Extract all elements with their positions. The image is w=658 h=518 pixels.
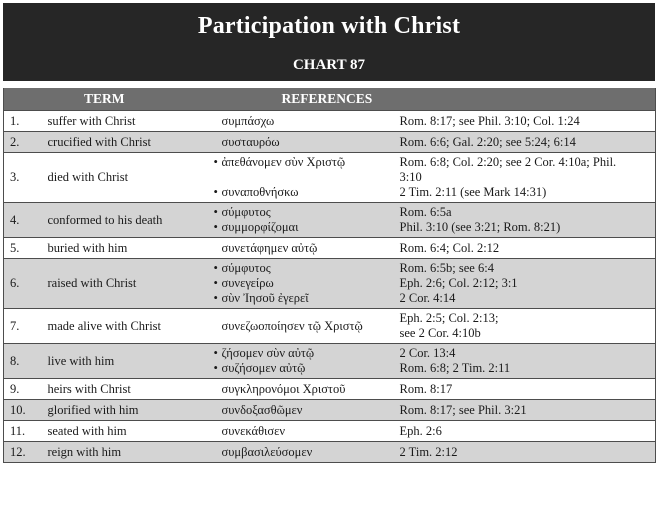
- term-cell: buried with him: [40, 238, 210, 259]
- row-number: 1.: [4, 111, 40, 132]
- table-row: [4, 203, 656, 238]
- greek-term-line: [214, 319, 392, 334]
- references-cell: [396, 344, 656, 379]
- references-cell: [396, 132, 656, 153]
- reference-line: Rom. 6:8; 2 Tim. 2:11: [399, 361, 511, 375]
- greek-term-line: [214, 205, 392, 220]
- row-number: 4.: [4, 203, 40, 238]
- bullet-icon: •: [213, 185, 218, 199]
- term-cell: reign with him: [40, 442, 210, 463]
- references-cell: [396, 259, 656, 309]
- greek-term-cell: [210, 379, 396, 400]
- term-cell: conformed to his death: [40, 203, 210, 238]
- greek-term-cell: [210, 132, 396, 153]
- table-row: [4, 238, 656, 259]
- greek-term-text: συμβασιλεύσομεν: [221, 444, 313, 459]
- references-cell: [396, 442, 656, 463]
- greek-term-line: [214, 361, 392, 376]
- greek-term-cell: [210, 400, 396, 421]
- reference-line: Phil. 3:10 (see 3:21; Rom. 8:21): [399, 220, 561, 234]
- reference-line: Rom. 6:8; Col. 2:20; see 2 Cor. 4:10a; Phil.: [399, 155, 617, 169]
- table-row: [4, 421, 656, 442]
- greek-term-line: [214, 220, 392, 235]
- reference-line: Eph. 2:5; Col. 2:13;: [399, 311, 499, 325]
- term-cell: suffer with Christ: [40, 111, 210, 132]
- greek-term-line: [214, 382, 392, 397]
- row-number: 8.: [4, 344, 40, 379]
- reference-line: 2 Tim. 2:11 (see Mark 14:31): [399, 185, 547, 199]
- term-cell: live with him: [40, 344, 210, 379]
- term-column-header: TERM: [4, 88, 210, 111]
- greek-term-text: ζήσομεν σὺν αὐτῷ: [221, 346, 315, 360]
- table-row: [4, 379, 656, 400]
- greek-term-cell: [210, 259, 396, 309]
- reference-line: Rom. 6:5a: [399, 205, 452, 219]
- reference-line: Rom. 6:4; Col. 2:12: [399, 240, 500, 255]
- table-header-row: [4, 88, 656, 111]
- references-cell: [396, 111, 656, 132]
- reference-line: see 2 Cor. 4:10b: [399, 326, 481, 340]
- bullet-icon: •: [213, 155, 218, 169]
- greek-term-text: συναποθνήσκω: [221, 185, 299, 199]
- greek-term-cell: [210, 344, 396, 379]
- term-cell: glorified with him: [40, 400, 210, 421]
- greek-term-text: σύμφυτος: [221, 205, 271, 219]
- greek-term-cell: [210, 238, 396, 259]
- greek-term-cell: [210, 421, 396, 442]
- table-row: [4, 259, 656, 309]
- table-row: [4, 442, 656, 463]
- references-cell: [396, 238, 656, 259]
- row-number: 2.: [4, 132, 40, 153]
- greek-term-text: συνετάφημεν αὐτῷ: [221, 240, 318, 255]
- reference-line: Rom. 8:17; see Phil. 3:21: [399, 402, 527, 417]
- references-cell: [396, 421, 656, 442]
- row-number: 12.: [4, 442, 40, 463]
- greek-term-cell: [210, 111, 396, 132]
- table-row: [4, 344, 656, 379]
- references-cell: [396, 400, 656, 421]
- greek-term-line: [214, 155, 392, 170]
- greek-term-line: [214, 276, 392, 291]
- row-number: 5.: [4, 238, 40, 259]
- bullet-icon: •: [213, 291, 218, 305]
- reference-line: 2 Cor. 4:14: [399, 291, 456, 305]
- bullet-icon: •: [213, 205, 218, 219]
- greek-term-line: [214, 403, 392, 418]
- page-title: Participation with Christ: [197, 13, 461, 39]
- reference-line: Eph. 2:6; Col. 2:12; 3:1: [399, 276, 518, 290]
- greek-term-line: [214, 445, 392, 460]
- reference-line: Rom. 8:17: [399, 381, 453, 396]
- references-cell: [396, 203, 656, 238]
- table-row: [4, 132, 656, 153]
- greek-term-line: [214, 241, 392, 256]
- greek-term-line: [214, 185, 392, 200]
- bullet-icon: •: [213, 220, 218, 234]
- greek-term-line: [214, 291, 392, 306]
- row-number: 3.: [4, 153, 40, 203]
- greek-term-text: ἀπεθάνομεν σὺν Χριστῷ: [221, 155, 346, 169]
- greek-term-line: [214, 261, 392, 276]
- bullet-icon: •: [213, 276, 218, 290]
- table-row: [4, 153, 656, 203]
- chart-number: CHART 87: [292, 57, 366, 73]
- reference-line: Rom. 8:17; see Phil. 3:10; Col. 1:24: [399, 113, 580, 128]
- table-row: [4, 111, 656, 132]
- reference-line: Rom. 6:6; Gal. 2:20; see 5:24; 6:14: [399, 134, 576, 149]
- reference-line: Rom. 6:5b; see 6:4: [399, 261, 494, 275]
- greek-term-cell: [210, 309, 396, 344]
- term-cell: seated with him: [40, 421, 210, 442]
- greek-term-line: [214, 346, 392, 361]
- greek-term-text: συγκληρονόμοι Χριστοῦ: [221, 381, 346, 396]
- chart-banner: [3, 3, 655, 81]
- term-cell: heirs with Christ: [40, 379, 210, 400]
- bullet-icon: •: [213, 261, 218, 275]
- bullet-icon: •: [213, 346, 218, 360]
- table-row: [4, 400, 656, 421]
- references-cell: [396, 379, 656, 400]
- bullet-icon: •: [213, 361, 218, 375]
- participation-table: [3, 88, 656, 463]
- row-number: 11.: [4, 421, 40, 442]
- greek-term-cell: [210, 153, 396, 203]
- greek-term-cell: [210, 203, 396, 238]
- row-number: 6.: [4, 259, 40, 309]
- greek-term-text: συνεκάθισεν: [221, 423, 286, 438]
- reference-line: 3:10: [399, 170, 422, 184]
- row-number: 7.: [4, 309, 40, 344]
- greek-term-text: συσταυρόω: [221, 134, 280, 149]
- row-number: 9.: [4, 379, 40, 400]
- greek-term-text: συμπάσχω: [221, 113, 275, 128]
- greek-term-text: συμμορφίζομαι: [221, 220, 299, 234]
- greek-term-line: [214, 424, 392, 439]
- greek-term-text: συνδοξασθῶμεν: [221, 402, 303, 417]
- greek-term-text: συζήσομεν αὐτῷ: [221, 361, 306, 375]
- reference-line: 2 Tim. 2:12: [399, 444, 458, 459]
- greek-term-text: συνεζωοποίησεν τῷ Χριστῷ: [221, 318, 363, 333]
- references-column-header: REFERENCES: [210, 88, 656, 111]
- greek-term-text: σὺν Ἰησοῦ ἐγερεῖ: [221, 291, 309, 305]
- greek-term-text: σύμφυτος: [221, 261, 271, 275]
- row-number: 10.: [4, 400, 40, 421]
- term-cell: made alive with Christ: [40, 309, 210, 344]
- table-row: [4, 309, 656, 344]
- greek-term-text: συνεγείρω: [221, 276, 274, 290]
- references-cell: [396, 153, 656, 203]
- term-cell: raised with Christ: [40, 259, 210, 309]
- greek-term-line: [214, 114, 392, 129]
- references-cell: [396, 309, 656, 344]
- greek-term-line: [214, 135, 392, 150]
- greek-term-line: [214, 170, 392, 185]
- greek-term-cell: [210, 442, 396, 463]
- term-cell: crucified with Christ: [40, 132, 210, 153]
- reference-line: 2 Cor. 13:4: [399, 346, 456, 360]
- term-cell: died with Christ: [40, 153, 210, 203]
- reference-line: Eph. 2:6: [399, 423, 442, 438]
